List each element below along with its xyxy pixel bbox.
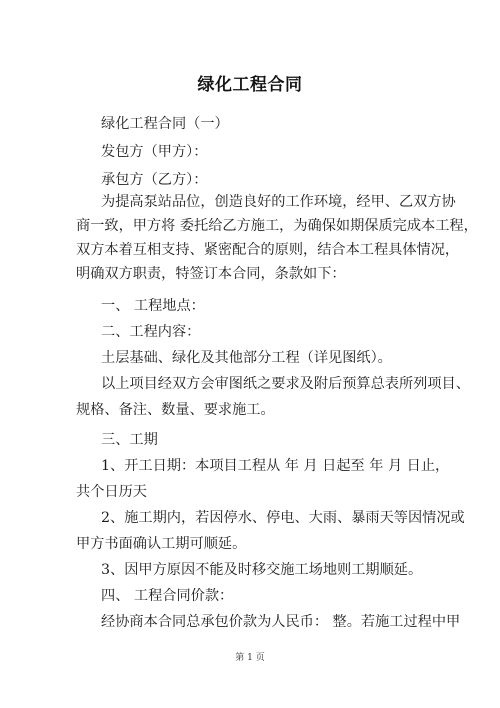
paragraph-line: 三、工期: [101, 432, 158, 448]
paragraph-line: 绿化工程合同（一）: [101, 116, 229, 132]
paragraph-line: 经协商本合同总承包价款为人民币： 整。若施工过程中甲: [101, 614, 461, 630]
paragraph-line: 明确双方职责，特签订本合同，条款如下：: [76, 266, 346, 282]
paragraph-line: 承包方（乙方）：: [101, 172, 208, 188]
paragraph-line: 四、 工程合同价款：: [101, 588, 234, 604]
paragraph-line: 发包方（甲方）：: [101, 144, 208, 160]
paragraph-line: 规格、备注、数量、要求施工。: [76, 402, 275, 418]
paragraph-line: 双方本着互相支持、紧密配合的原则，结合本工程具体情况，: [76, 242, 460, 258]
paragraph-line: 3、因甲方原因不能及时移交施工场地则工期顺延。: [101, 562, 423, 578]
paragraph-line: 二、工程内容：: [101, 324, 201, 340]
paragraph-line: 为提高泵站品位，创造良好的工作环境，经甲、乙双方协: [101, 194, 456, 210]
paragraph-line: 商一致，甲方将 委托给乙方施工，为确保如期保质完成本工程，: [76, 218, 478, 234]
document-title: 绿化工程合同: [197, 75, 303, 95]
paragraph-line: 1、开工日期：本项目工程从 年 月 日起至 年 月 日止，: [101, 458, 450, 474]
paragraph-line: 土层基础、绿化及其他部分工程（详见图纸）。: [101, 350, 392, 366]
paragraph-line: 2、施工期内，若因停水、停电、大雨、暴雨天等因情况或: [101, 510, 465, 526]
paragraph-line: 共个日历天: [76, 484, 147, 500]
paragraph-line: 甲方书面确认工期可顺延。: [76, 536, 247, 552]
paragraph-line: 一、 工程地点：: [101, 298, 205, 314]
paragraph-line: 以上项目经双方会审图纸之要求及附后预算总表所列项目、: [101, 376, 470, 392]
page-number: 第 1 页: [235, 653, 265, 663]
